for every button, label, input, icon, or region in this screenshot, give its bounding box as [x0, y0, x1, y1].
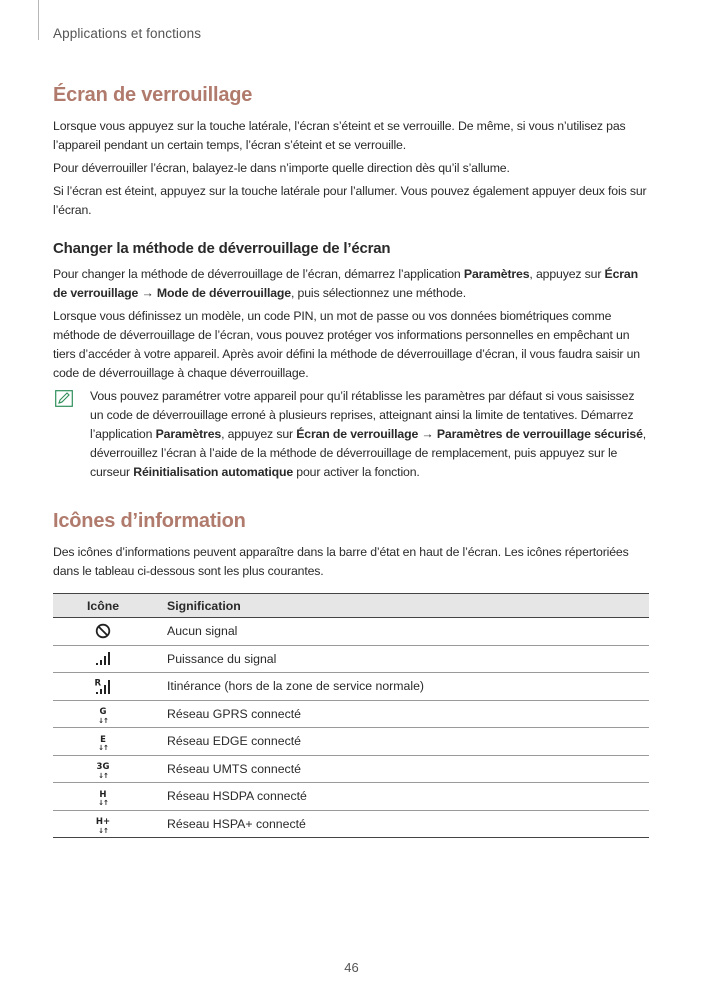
meaning-cell: Réseau UMTS connecté — [153, 755, 649, 783]
bold-run: Réinitialisation automatique — [133, 465, 294, 479]
column-header-meaning: Signification — [153, 594, 649, 618]
table-row — [53, 783, 649, 811]
paragraph: Pour déverrouiller l’écran, balayez-le dans n’importe quelle direction dès qu’il s’allume. — [53, 161, 510, 175]
text-run: pour activer la fonction. — [293, 465, 420, 479]
note-pencil-icon — [55, 390, 73, 407]
bold-run: Paramètres — [463, 267, 530, 281]
meaning-cell: Aucun signal — [153, 618, 649, 646]
meaning-cell: Itinérance (hors de la zone de service normale) — [153, 673, 649, 701]
network-badge-text: 3G — [96, 762, 110, 772]
bold-run: Mode de déverrouillage — [156, 286, 291, 300]
bold-run: Écran de verrouillage — [296, 427, 419, 441]
meaning-cell: Réseau HSPA+ connecté — [153, 810, 649, 838]
icon-table — [53, 593, 649, 838]
text-run: , puis sélectionnez une méthode. — [290, 286, 466, 300]
page-content — [53, 84, 649, 838]
table-row — [53, 755, 649, 783]
subsection-title-change-method: Changer la méthode de déverrouillage de l’écran — [53, 240, 391, 257]
table-header-row — [53, 594, 649, 618]
running-header: Applications et fonctions — [53, 26, 202, 41]
network-badge-text: H — [99, 789, 107, 800]
bold-run: Paramètres de verrouillage sécurisé — [436, 427, 643, 441]
hspa-plus-icon: H+ ↓↑ — [95, 817, 111, 835]
arrow-run: → — [418, 427, 437, 441]
text-run: , déverrouillez l’écran à l’aide de la méthode de déverrouillage de remplacement, puis appuyez sur le curseur — [90, 427, 647, 479]
note-box — [53, 387, 649, 482]
table-row — [53, 810, 649, 838]
table-row — [53, 673, 649, 701]
paragraph: Lorsque vous définissez un modèle, un code PIN, un mot de passe ou vos données biométriques comme méthode de déverrouillage de l’écran, vous pouvez protéger vos informations personnelles en empêchant un tiers d’accéder à votre appareil. Après avoir défini la méthode de déverrouillage d’écran, il vous faudra saisir un code de déverrouillage à chaque déverrouillage. — [53, 309, 640, 380]
column-header-icon: Icône — [53, 594, 153, 618]
meaning-cell: Réseau GPRS connecté — [153, 700, 649, 728]
section-title-info-icons: Icônes d’information — [53, 510, 246, 532]
text-run: Pour changer la méthode de déverrouillage de l’écran, démarrez l’application — [53, 267, 464, 281]
table-row — [53, 618, 649, 646]
text-run: , appuyez sur — [221, 427, 297, 441]
page-number: 46 — [344, 960, 359, 975]
table-row — [53, 728, 649, 756]
roaming-icon — [94, 678, 112, 695]
table-row — [53, 645, 649, 673]
margin-rule — [38, 0, 39, 40]
paragraph: Lorsque vous appuyez sur la touche latérale, l’écran s’éteint et se verrouille. De même, si vous n’utilisez pas l’appareil pendant un certain temps, l’écran s’éteint et se verrouille. — [53, 119, 626, 152]
bold-run: Paramètres — [155, 427, 222, 441]
bold-run: Écran de verrouillage — [53, 267, 638, 300]
gprs-icon: G ↓↑ — [98, 707, 108, 725]
section-title-lock-screen: Écran de verrouillage — [53, 84, 253, 106]
meaning-cell: Puissance du signal — [153, 645, 649, 673]
meaning-cell: Réseau EDGE connecté — [153, 728, 649, 756]
edge-icon: E ↓↑ — [98, 734, 108, 752]
umts-icon: 3G ↓↑ — [96, 762, 110, 780]
network-badge-text: H+ — [95, 817, 111, 827]
network-badge-text: G — [99, 707, 107, 717]
note-text — [90, 387, 649, 482]
hsdpa-icon: H ↓↑ — [98, 789, 108, 807]
table-row — [53, 700, 649, 728]
text-run: , appuyez sur — [529, 267, 605, 281]
paragraph: Des icônes d’informations peuvent apparaître dans la barre d’état en haut de l’écran. Les icônes répertoriées dans le tableau ci-dessous sont les plus courantes. — [53, 545, 629, 578]
arrow-run: → — [138, 286, 157, 300]
text-run: Vous pouvez paramétrer votre appareil pour qu’il rétablisse les paramètres par défaut si vous saisissez un code de déverrouillage erroné à plusieurs reprises, atteignant ainsi la limite de tentatives. Démarrez l’application — [90, 389, 635, 441]
no-signal-icon — [95, 623, 111, 639]
network-badge-text: E — [100, 734, 106, 745]
roaming-badge-text: R — [94, 678, 102, 689]
paragraph — [53, 265, 649, 303]
meaning-cell: Réseau HSDPA connecté — [153, 783, 649, 811]
signal-strength-icon — [95, 651, 111, 666]
paragraph: Si l’écran est éteint, appuyez sur la touche latérale pour l’allumer. Vous pouvez également appuyer deux fois sur l’écran. — [53, 184, 647, 217]
